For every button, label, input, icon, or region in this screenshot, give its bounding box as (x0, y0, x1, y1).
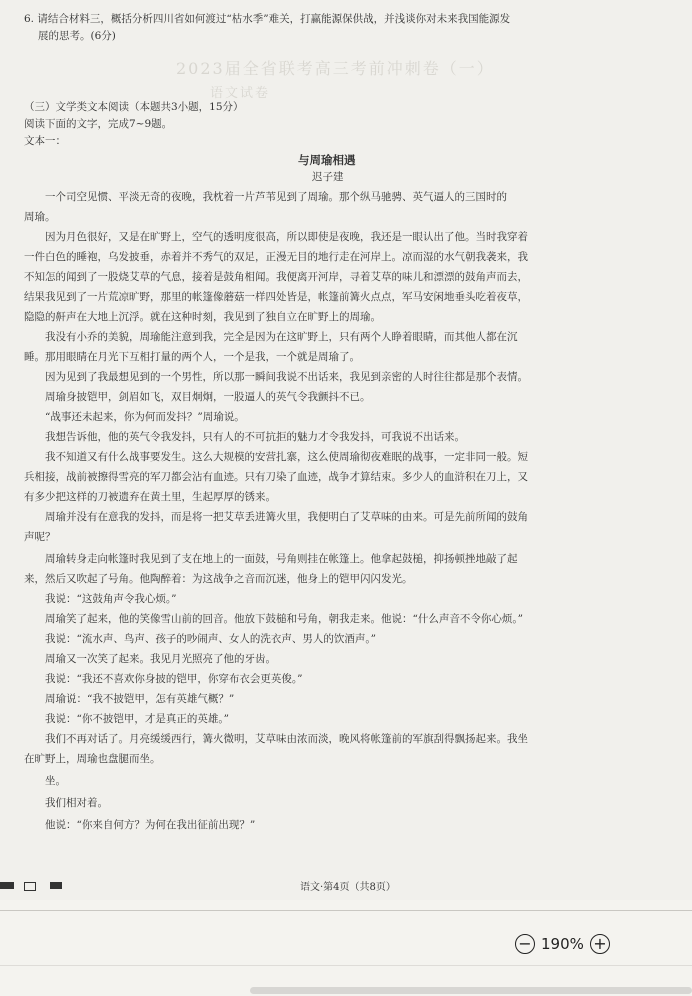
article-line: 周瑜又一次笑了起来。我见月光照亮了他的牙齿。 (24, 653, 276, 665)
page-marker-bars (0, 882, 70, 892)
marker-bar-solid (50, 882, 62, 889)
article-line: 周瑜转身走向帐篷时我见到了支在地上的一面鼓，号角则挂在帐篷上。他拿起鼓槌，抑扬顿挫地敲了起 (24, 553, 518, 565)
article-line: 他说：“你来自何方？为何在我出征前出现？” (24, 819, 256, 831)
text-label: 文本一： (24, 135, 66, 147)
section-header: （三）文学类文本阅读（本题共3小题，15分） (24, 101, 244, 113)
article-line: 周瑜身披铠甲，剑眉如飞，双目炯炯，一股逼人的英气令我颤抖不已。 (24, 391, 371, 403)
article-line: 一件白色的睡袍，乌发披垂，赤着并不秀气的双足，正漫无目的地行走在河岸上。凉而湿的水气朝我袭来，我 (24, 251, 528, 263)
horizontal-scrollbar[interactable] (250, 987, 692, 994)
question-6-line-1: 6. 请结合材料三，概括分析四川省如何渡过“枯水季”难关，打赢能源保供战，并浅谈你对未来我国能源发 (24, 13, 511, 25)
article-title: 与周瑜相遇 (298, 153, 356, 167)
article-line: 有多少把这样的刀被遗弃在黄土里，生起厚厚的锈来。 (24, 491, 276, 503)
bleed-through-subheading: 语文试卷 (210, 86, 271, 101)
article-line: 周瑜。 (24, 211, 56, 223)
article-line: 坐。 (24, 775, 66, 787)
section-instruction: 阅读下面的文字，完成7~9题。 (24, 118, 173, 130)
article-line: 我没有小乔的美貌，周瑜能注意到我，完全是因为在这旷野上，只有两个人睁着眼睛，而其他人都在沉 (24, 331, 518, 343)
article-line: 来，然后又吹起了号角。他陶醉着：为这战争之音而沉迷，他身上的铠甲闪闪发光。 (24, 573, 413, 585)
page-divider (0, 910, 692, 911)
marker-bar-hollow (24, 882, 36, 891)
article-line: 因为见到了我最想见到的一个男性，所以那一瞬间我说不出话来，我见到亲密的人时往往都是那个表情。 (24, 371, 528, 383)
article-line: 我说：“这鼓角声令我心烦。” (24, 593, 177, 605)
article-line: 我们不再对话了。月亮缓缓西行，篝火微明，艾草味由浓而淡，晚风将帐篷前的军旗刮得飘扬起来。我坐 (24, 733, 528, 745)
article-line: 周瑜笑了起来，他的笑像雪山前的回音。他放下鼓槌和号角，朝我走来。他说：“什么声音不令你心烦。” (24, 613, 523, 625)
article-line: 一个司空见惯、平淡无奇的夜晚，我枕着一片芦苇见到了周瑜。那个纵马驰骋、英气逼人的三国时的 (24, 191, 507, 203)
article-line: 我说：“你不披铠甲，才是真正的英雄。” (24, 713, 229, 725)
page-number-label: 语文·第4页（共8页） (300, 882, 396, 893)
article-line: 我说：“我还不喜欢你身披的铠甲，你穿布衣会更英俊。” (24, 673, 303, 685)
toolbar-divider (0, 965, 692, 966)
article-line: 结果我见到了一片荒凉旷野，那里的帐篷像蘑菇一样四处皆是，帐篷前篝火点点，军马安闲地垂头吃着夜草， (24, 291, 528, 303)
article-line: 不知怎的闻到了一股烧艾草的气息，接着是鼓角相闻。我便离开河岸，寻着艾草的味儿和漂漂的鼓角声而去， (24, 271, 528, 283)
question-6-line-2: 展的思考。(6分) (38, 30, 116, 42)
zoom-in-button[interactable]: + (590, 934, 610, 954)
zoom-level: 190% (541, 935, 584, 953)
zoom-out-button[interactable]: − (515, 934, 535, 954)
article-line: 我说：“流水声、鸟声、孩子的吵闹声、女人的洗衣声、男人的饮酒声。” (24, 633, 376, 645)
article-line: 在旷野上，周瑜也盘腿而坐。 (24, 753, 161, 765)
article-line: 我们相对着。 (24, 797, 108, 809)
article-line: 周瑜并没有在意我的发抖，而是将一把艾草丢进篝火里，我便明白了艾草味的由来。可是先前所闻的鼓角 (24, 511, 528, 523)
article-line: 我想告诉他，他的英气令我发抖，只有人的不可抗拒的魅力才令我发抖，可我说不出话来。 (24, 431, 465, 443)
article-line: 周瑜说：“我不披铠甲，怎有英雄气概？” (24, 693, 235, 705)
article-line: 兵相接，战前被擦得雪亮的军刀都会沾有血迹。只有刀染了血迹，战争才算结束。多少人的血浒积在刀上，又 (24, 471, 528, 483)
article-line: 隐隐的鼾声在大地上沉浮。就在这种时刻，我见到了独自立在旷野上的周瑜。 (24, 311, 381, 323)
bleed-through-heading: 2023届全省联考高三考前冲刺卷（一） (176, 59, 495, 78)
zoom-control (515, 931, 610, 957)
article-author: 迟子建 (312, 171, 344, 183)
article-line: 我不知道又有什么战事要发生。这么大规模的安营扎寨，这么使周瑜彻夜难眠的战事，一定非同一般。短 (24, 451, 528, 463)
article-line: “战事还未起来，你为何而发抖？”周瑜说。 (24, 411, 245, 423)
article-line: 声呢？ (24, 531, 56, 543)
article-line: 睡。那用眼睛在月光下互相打量的两个人，一个是我，一个就是周瑜了。 (24, 351, 360, 363)
article-line: 因为月色很好，又是在旷野上，空气的透明度很高，所以即使是夜晚，我还是一眼认出了他。当时我穿着 (24, 231, 528, 243)
marker-bar-solid (0, 882, 14, 889)
